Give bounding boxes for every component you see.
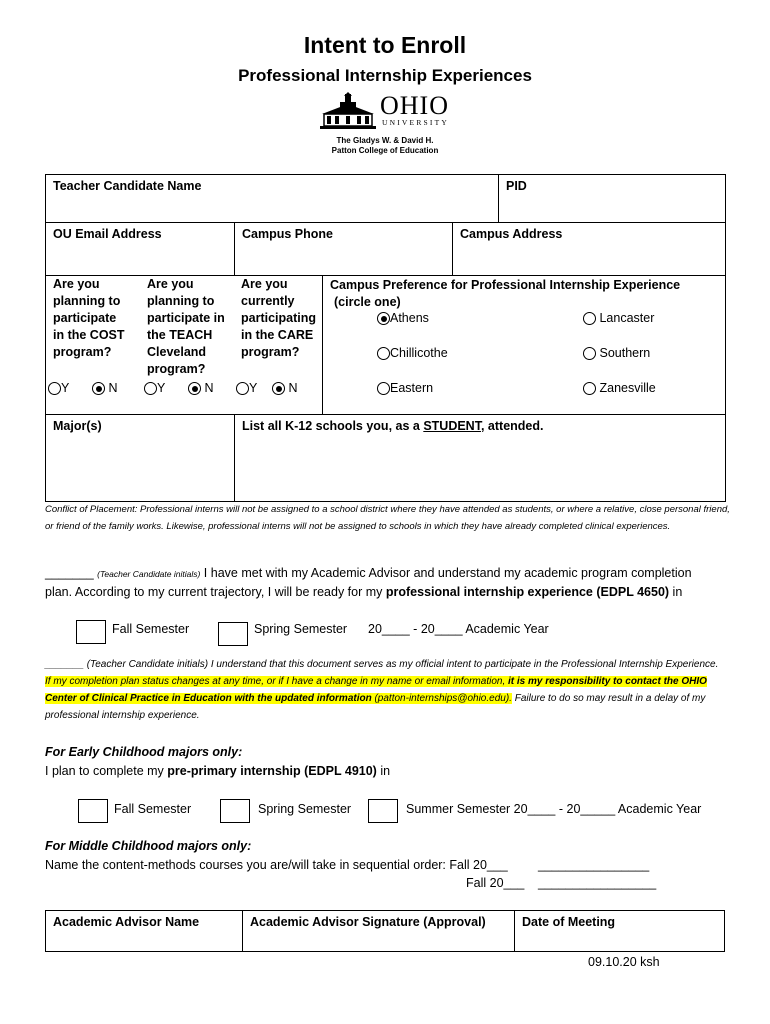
divider: [322, 275, 323, 415]
teach-question: Are you planning to participate in the TEACH Cleveland program?: [147, 277, 225, 376]
early-fall-checkbox[interactable]: [78, 799, 108, 823]
early-summer-label: Summer Semester 20____ - 20_____ Academic Year: [406, 802, 702, 816]
advisor-name-field[interactable]: Academic Advisor Name: [45, 910, 243, 952]
page-subtitle: Professional Internship Experiences: [238, 66, 532, 85]
campus-southern-radio[interactable]: Southern: [583, 346, 650, 360]
cost-yes-radio[interactable]: Y: [48, 381, 69, 395]
early-spring-checkbox[interactable]: [220, 799, 250, 823]
meeting-date-field[interactable]: Date of Meeting: [514, 910, 725, 952]
care-question: Are you currently participating in the CARE program?: [241, 277, 317, 359]
campus-lancaster-radio[interactable]: Lancaster: [583, 311, 654, 325]
phone-field[interactable]: Campus Phone: [234, 222, 453, 276]
advisor-signature-field[interactable]: Academic Advisor Signature (Approval): [242, 910, 515, 952]
campus-eastern-radio[interactable]: Eastern: [377, 381, 433, 395]
advisor-statement: _______ (Teacher Candidate initials) I have met with my Academic Advisor and understand my academic program completion plan. According to my current trajectory, I will be ready for my professional internship experience (EDPL 4650) in: [45, 566, 692, 599]
middle-childhood-text: Name the content-methods courses you are/will take in sequential order: Fall 20___: [45, 858, 508, 872]
care-yes-radio[interactable]: Y: [236, 381, 257, 395]
course-field-2[interactable]: _________________: [538, 876, 657, 890]
college-name: The Gladys W. & David H. Patton College of Education: [331, 136, 439, 155]
cost-no-radio[interactable]: N: [92, 381, 118, 395]
middle-childhood-heading: For Middle Childhood majors only:: [45, 839, 252, 853]
early-childhood-text: I plan to complete my pre-primary internship (EDPL 4910) in: [45, 764, 391, 778]
spring-semester-checkbox[interactable]: [218, 622, 248, 646]
campus-athens-radio[interactable]: Athens: [377, 311, 429, 325]
spring-semester-label: Spring Semester: [254, 622, 348, 636]
email-field[interactable]: OU Email Address: [45, 222, 235, 276]
teach-yes-radio[interactable]: Y: [144, 381, 165, 395]
circle-one-label: (circle one): [334, 295, 401, 309]
page-title: Intent to Enroll: [303, 32, 467, 58]
campus-pref-label: Campus Preference for Professional Internship Experience: [330, 278, 681, 292]
early-spring-label: Spring Semester: [258, 802, 352, 816]
majors-field[interactable]: Major(s): [45, 414, 235, 502]
fall-20-label: Fall 20___: [466, 876, 525, 890]
cost-question: Are you planning to participate in the COST program?: [53, 277, 125, 359]
building-icon: [318, 92, 378, 132]
intent-statement: _______ (Teacher Candidate initials) I understand that this document serves as my official intent to participate in the Professional Internship Experience. If my completion plan status changes at any time, or if I have a change in my name or email information, it is my responsibility to contact the OHIO Center of Clinical Practice in Education with the updated information (patton-internships@ohio.edu). Failure to do so may result in a delay of my professional internship experience.: [45, 659, 719, 721]
care-no-radio[interactable]: N: [272, 381, 298, 395]
conflict-note: Conflict of Placement: Professional interns will not be assigned to a school district where they have attended as students, or where a relative, close personal friend, or friend of the family works. Likewise, professional interns will not be assigned to schools in which they have already completed clinical experiences.: [45, 504, 730, 532]
early-summer-checkbox[interactable]: [368, 799, 398, 823]
fall-semester-label: Fall Semester: [112, 622, 190, 636]
campus-chillicothe-radio[interactable]: Chillicothe: [377, 346, 448, 360]
logo-university: UNIVERSITY: [382, 118, 449, 127]
logo-wordmark: OHIO: [380, 91, 449, 120]
early-fall-label: Fall Semester: [114, 802, 192, 816]
schools-field[interactable]: List all K-12 schools you, as a STUDENT, attended.: [234, 414, 726, 502]
address-field[interactable]: Campus Address: [452, 222, 726, 276]
academic-year-field[interactable]: 20____ - 20____ Academic Year: [368, 622, 549, 636]
candidate-name-field[interactable]: Teacher Candidate Name: [45, 174, 499, 223]
version-stamp: 09.10.20 ksh: [588, 955, 660, 969]
teach-no-radio[interactable]: N: [188, 381, 214, 395]
campus-zanesville-radio[interactable]: Zanesville: [583, 381, 656, 395]
pid-field[interactable]: PID: [498, 174, 726, 223]
early-childhood-heading: For Early Childhood majors only:: [45, 745, 243, 759]
ohio-university-logo: [318, 92, 458, 132]
fall-semester-checkbox[interactable]: [76, 620, 106, 644]
course-field-1[interactable]: ________________: [538, 858, 650, 872]
